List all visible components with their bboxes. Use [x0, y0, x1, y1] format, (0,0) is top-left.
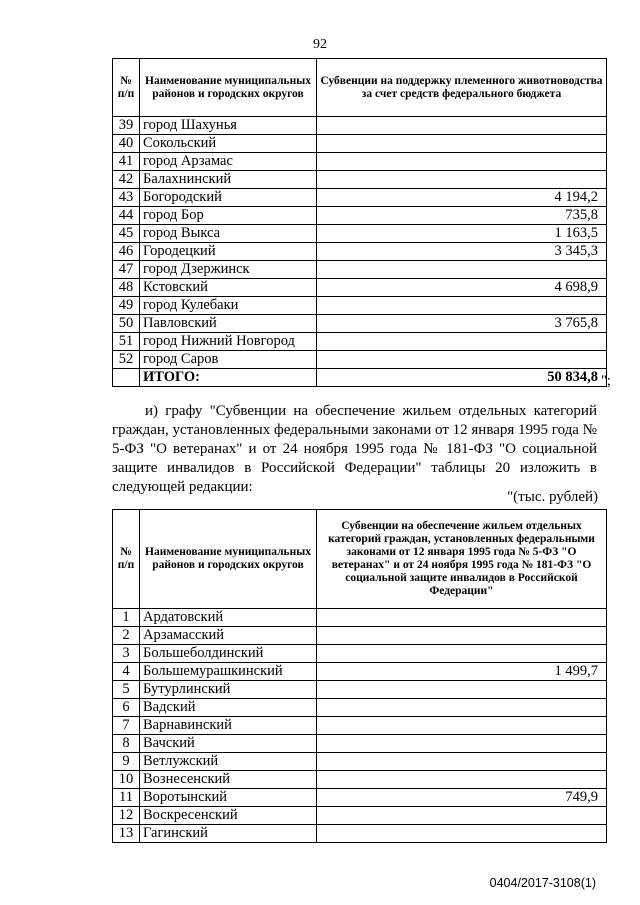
- table-row: [113, 333, 607, 351]
- table-row: [113, 681, 607, 699]
- row-value: [317, 171, 607, 189]
- table-body: [113, 117, 607, 387]
- total-row: [113, 369, 607, 387]
- row-number: 50: [113, 315, 140, 333]
- table-row: [113, 135, 607, 153]
- table-row: [113, 351, 607, 369]
- table-row: [113, 627, 607, 645]
- row-number: 1: [113, 609, 140, 627]
- row-number: 44: [113, 207, 140, 225]
- table-row: [113, 753, 607, 771]
- table-row: [113, 297, 607, 315]
- header-name: Наименование муниципальных районов и городских округов: [140, 510, 317, 609]
- row-value: [317, 117, 607, 135]
- row-name: Арзамасский: [140, 627, 317, 645]
- row-value: [317, 153, 607, 171]
- table-row: [113, 663, 607, 681]
- row-name: Вознесенский: [140, 771, 317, 789]
- row-number: 42: [113, 171, 140, 189]
- total-value: 50 834,8: [317, 369, 607, 387]
- table-row: [113, 771, 607, 789]
- row-name: Ардатовский: [140, 609, 317, 627]
- row-value: [317, 333, 607, 351]
- subsidy-table-housing: [112, 509, 607, 843]
- row-number: 8: [113, 735, 140, 753]
- row-number: 3: [113, 645, 140, 663]
- table-row: [113, 117, 607, 135]
- total-label: ИТОГО:: [140, 369, 317, 387]
- row-name: город Выкса: [140, 225, 317, 243]
- row-value: [317, 699, 607, 717]
- paragraph-text: и) графу "Субвенции на обеспечение жильем отдельных категорий граждан, установленных федеральными законами от 12 января 1995 года № 5-ФЗ "О ветеранах" и от 24 ноября 1995 года № 181-ФЗ "О социальной защите инвалидов в Российской Федерации" таблицы 20 изложить в следующей редакции:: [112, 403, 597, 495]
- table-row: [113, 735, 607, 753]
- row-name: Городецкий: [140, 243, 317, 261]
- table-row: [113, 225, 607, 243]
- row-number: 41: [113, 153, 140, 171]
- row-name: Балахнинский: [140, 171, 317, 189]
- row-value: [317, 717, 607, 735]
- subsidy-table-breeding: [112, 58, 607, 387]
- row-name: Бутурлинский: [140, 681, 317, 699]
- row-value: 4 698,9: [317, 279, 607, 297]
- row-value: [317, 135, 607, 153]
- row-value: [317, 351, 607, 369]
- row-number: 12: [113, 807, 140, 825]
- row-name: Вачский: [140, 735, 317, 753]
- row-number: 43: [113, 189, 140, 207]
- amendment-paragraph: [112, 402, 597, 497]
- row-name: Богородский: [140, 189, 317, 207]
- row-value: 749,9: [317, 789, 607, 807]
- row-number: 11: [113, 789, 140, 807]
- row-number: 52: [113, 351, 140, 369]
- row-value: [317, 627, 607, 645]
- row-value: [317, 807, 607, 825]
- row-name: Воротынский: [140, 789, 317, 807]
- closing-quote: ";: [601, 373, 611, 389]
- table-row: [113, 261, 607, 279]
- page-number: 92: [313, 37, 327, 52]
- table-header-row: [113, 59, 607, 117]
- row-value: 3 345,3: [317, 243, 607, 261]
- total-empty-cell: [113, 369, 140, 387]
- row-number: 47: [113, 261, 140, 279]
- table-row: [113, 789, 607, 807]
- row-value: 1 499,7: [317, 663, 607, 681]
- row-name: город Арзамас: [140, 153, 317, 171]
- row-name: Павловский: [140, 315, 317, 333]
- row-name: Ветлужский: [140, 753, 317, 771]
- table-row: [113, 207, 607, 225]
- row-number: 48: [113, 279, 140, 297]
- row-name: Вадский: [140, 699, 317, 717]
- row-name: Варнавинский: [140, 717, 317, 735]
- table-row: [113, 153, 607, 171]
- row-number: 13: [113, 825, 140, 843]
- row-value: 735,8: [317, 207, 607, 225]
- row-number: 40: [113, 135, 140, 153]
- row-number: 45: [113, 225, 140, 243]
- row-name: Большемурашкинский: [140, 663, 317, 681]
- row-name: Сокольский: [140, 135, 317, 153]
- table-row: [113, 807, 607, 825]
- units-label: "(тыс. рублей): [507, 489, 598, 505]
- table-row: [113, 609, 607, 627]
- row-number: 10: [113, 771, 140, 789]
- table-body: [113, 609, 607, 843]
- row-number: 51: [113, 333, 140, 351]
- row-number: 2: [113, 627, 140, 645]
- document-code: 0404/2017-3108(1): [489, 876, 596, 890]
- row-value: 1 163,5: [317, 225, 607, 243]
- row-name: Кстовский: [140, 279, 317, 297]
- table-row: [113, 717, 607, 735]
- header-value: Субвенции на обеспечение жильем отдельных категорий граждан, установленных федеральными законами от 12 января 1995 года № 5-ФЗ "О ветеранах" и от 24 ноября 1995 года № 181-ФЗ "О социальной защите инвалидов в Российской Федерации": [317, 510, 607, 609]
- row-name: Большеболдинский: [140, 645, 317, 663]
- table-row: [113, 189, 607, 207]
- table-row: [113, 315, 607, 333]
- row-value: [317, 825, 607, 843]
- row-number: 9: [113, 753, 140, 771]
- row-value: [317, 681, 607, 699]
- header-name: Наименование муниципальных районов и городских округов: [140, 59, 317, 117]
- row-value: 4 194,2: [317, 189, 607, 207]
- row-value: [317, 297, 607, 315]
- row-name: город Бор: [140, 207, 317, 225]
- row-name: город Нижний Новгород: [140, 333, 317, 351]
- table-row: [113, 825, 607, 843]
- table-row: [113, 171, 607, 189]
- row-number: 5: [113, 681, 140, 699]
- table-row: [113, 279, 607, 297]
- header-value: Субвенции на поддержку племенного животноводства за счет средств федерального бюджета: [317, 59, 607, 117]
- row-value: [317, 771, 607, 789]
- row-number: 6: [113, 699, 140, 717]
- row-number: 39: [113, 117, 140, 135]
- row-name: город Кулебаки: [140, 297, 317, 315]
- row-name: город Шахунья: [140, 117, 317, 135]
- table-row: [113, 243, 607, 261]
- row-value: [317, 261, 607, 279]
- row-value: [317, 645, 607, 663]
- row-value: [317, 609, 607, 627]
- row-number: 7: [113, 717, 140, 735]
- header-no: № п/п: [113, 59, 140, 117]
- row-value: 3 765,8: [317, 315, 607, 333]
- table-row: [113, 645, 607, 663]
- row-number: 4: [113, 663, 140, 681]
- row-value: [317, 753, 607, 771]
- header-no: № п/п: [113, 510, 140, 609]
- table-header-row: [113, 510, 607, 609]
- table-row: [113, 699, 607, 717]
- row-name: Воскресенский: [140, 807, 317, 825]
- row-value: [317, 735, 607, 753]
- row-name: город Саров: [140, 351, 317, 369]
- row-number: 49: [113, 297, 140, 315]
- row-name: Гагинский: [140, 825, 317, 843]
- row-name: город Дзержинск: [140, 261, 317, 279]
- row-number: 46: [113, 243, 140, 261]
